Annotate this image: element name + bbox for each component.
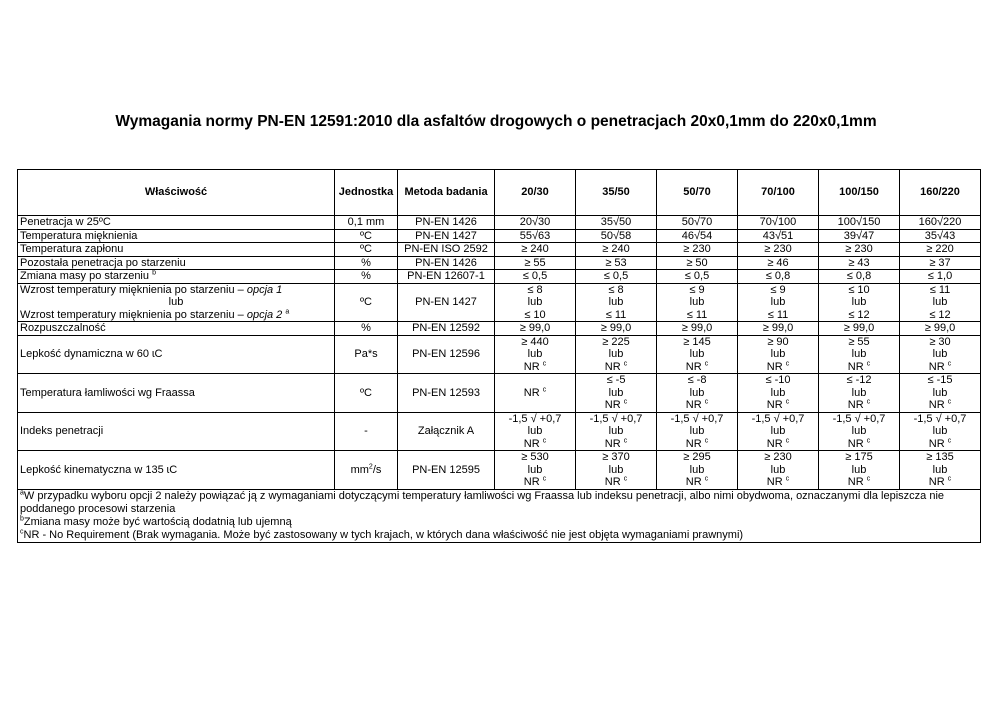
value-cell <box>900 335 981 374</box>
table-body <box>18 216 981 543</box>
value-cell: ≥ 99,0 <box>657 322 738 336</box>
unit-cell: ºC <box>335 374 398 413</box>
value-line: NR $^c$ <box>685 398 709 411</box>
value-cell: ≥ 99,0 <box>819 322 900 336</box>
value-line: lub <box>527 463 543 476</box>
value-cell <box>657 412 738 451</box>
value-line: ≤ -5 <box>606 374 626 386</box>
column-header: 70/100 <box>738 170 819 216</box>
value-cell: ≥ 50 <box>657 256 738 270</box>
unit-cell: $mm^2/s$ <box>335 451 398 490</box>
footnote-marker: c <box>542 385 547 393</box>
value-line: NR $^c$ <box>847 398 871 411</box>
unit-superscript: 2 <box>368 462 373 470</box>
table-row <box>18 270 981 284</box>
property-cell <box>18 283 335 322</box>
value-line: -1,5 √ +0,7 <box>670 412 724 425</box>
footnote-marker: c <box>542 436 547 444</box>
value-cell: 160√220 <box>900 216 981 230</box>
value-cell: 50√70 <box>657 216 738 230</box>
value-line: ≤ 9 <box>770 283 786 296</box>
value-line: ≤ 10 <box>524 308 546 321</box>
property-line: Wzrost temperatury mięknienia po starzeniu – opcja 2 $^a$ <box>20 307 290 321</box>
value-cell: ≥ 99,0 <box>738 322 819 336</box>
value-cell <box>576 412 657 451</box>
footnote-marker: c <box>947 436 952 444</box>
value-line: ≥ 225 <box>602 335 630 348</box>
value-cell <box>495 335 576 374</box>
column-header: Właściwość <box>18 170 335 216</box>
value-cell: ≥ 99,0 <box>576 322 657 336</box>
method-cell: PN-EN 12596 <box>398 335 495 374</box>
footnote-marker: c <box>623 359 628 367</box>
value-line: NR $^c$ <box>523 475 547 488</box>
value-cell: 39√47 <box>819 229 900 243</box>
value-cell <box>495 451 576 490</box>
value-line: -1,5 √ +0,7 <box>589 412 643 425</box>
value-cell: ≥ 99,0 <box>900 322 981 336</box>
value-line: lub <box>851 296 867 308</box>
footnotes-cell <box>18 489 981 542</box>
footnote-marker: c <box>704 398 709 406</box>
table-row <box>18 243 981 257</box>
column-header: 35/50 <box>576 170 657 216</box>
value-line: ≥ 90 <box>767 335 789 348</box>
value-line: ≤ 11 <box>929 283 951 296</box>
value-cell <box>495 412 576 451</box>
footnote <box>20 516 978 529</box>
value-line: NR $^c$ <box>766 475 790 488</box>
value-cell: 35√50 <box>576 216 657 230</box>
footnote-marker: c <box>866 436 871 444</box>
footnote-marker: c <box>704 359 709 367</box>
value-line: ≤ -15 <box>927 374 953 386</box>
value-line: lub <box>527 348 543 360</box>
footnote-marker: c <box>866 359 871 367</box>
value-cell: 20√30 <box>495 216 576 230</box>
value-line: NR $^c$ <box>766 436 790 450</box>
value-line: lub <box>932 463 948 476</box>
property-cell: Temperatura łamliwości wg Fraassa <box>18 374 335 413</box>
column-header: 50/70 <box>657 170 738 216</box>
requirements-table <box>17 169 981 543</box>
value-line: lub <box>608 386 624 399</box>
property-line: Wzrost temperatury mięknienia po starzeniu – opcja 1 <box>20 283 283 296</box>
table-header-row <box>18 170 981 216</box>
method-cell: PN-EN 1426 <box>398 216 495 230</box>
value-cell <box>495 283 576 322</box>
footnote-marker: c <box>947 359 952 367</box>
value-line: ≤ 12 <box>848 308 870 321</box>
value-cell: ≥ 230 <box>819 243 900 257</box>
value-cell: 43√51 <box>738 229 819 243</box>
footnote-marker: c <box>623 398 628 406</box>
property-cell: Temperatura zapłonu <box>18 243 335 257</box>
value-cell: ≤ 0,5 <box>657 270 738 284</box>
footnote-marker: c <box>704 475 709 483</box>
value-line: -1,5 √ +0,7 <box>508 412 562 425</box>
value-line: lub <box>689 348 705 360</box>
value-line: ≤ 11 <box>605 308 627 321</box>
value-cell <box>657 374 738 413</box>
document-title: Wymagania normy PN-EN 12591:2010 dla asfaltów drogowych o penetracjach 20x0,1mm do 220x0,1mm <box>115 113 877 130</box>
footnote-marker: c <box>785 436 790 444</box>
column-header: 160/220 <box>900 170 981 216</box>
value-cell <box>576 374 657 413</box>
value-cell <box>657 451 738 490</box>
value-line: lub <box>851 348 867 360</box>
property-cell: Rozpuszczalność <box>18 322 335 336</box>
footnote <box>20 490 978 516</box>
column-header: Metoda badania <box>398 170 495 216</box>
unit-cell: 0,1 mm <box>335 216 398 230</box>
value-line: ≤ 11 <box>686 308 708 321</box>
value-line: ≤ 11 <box>767 308 789 321</box>
method-cell: PN-EN 12607-1 <box>398 270 495 284</box>
unit-cell: Pa*s <box>335 335 398 374</box>
value-line: ≥ 230 <box>764 451 792 463</box>
property-cell: Indeks penetracji <box>18 412 335 451</box>
value-cell: ≥ 55 <box>495 256 576 270</box>
value-cell: ≤ 0,5 <box>495 270 576 284</box>
value-cell <box>738 335 819 374</box>
value-cell: ≤ 0,5 <box>576 270 657 284</box>
value-line: lub <box>689 386 705 399</box>
value-line: lub <box>689 463 705 476</box>
property-cell: Penetracja w 25ºC <box>18 216 335 230</box>
value-line: ≤ 8 <box>527 283 543 296</box>
unit-cell: % <box>335 322 398 336</box>
value-line: NR $^c$ <box>928 359 952 373</box>
property-cell: Lepkość kinematyczna w 135 ɩC <box>18 451 335 490</box>
value-cell: ≤ 1,0 <box>900 270 981 284</box>
footnote-marker: a <box>285 307 290 315</box>
method-cell: PN-EN 12595 <box>398 451 495 490</box>
unit-cell: ºC <box>335 283 398 322</box>
value-line: ≤ 10 <box>848 283 870 296</box>
property-option: opcja 1 <box>246 283 283 296</box>
value-cell: ≥ 240 <box>495 243 576 257</box>
value-line: ≥ 530 <box>521 451 549 463</box>
value-cell: 46√54 <box>657 229 738 243</box>
value-line: NR $^c$ <box>604 436 628 450</box>
value-line: ≥ 135 <box>926 451 954 463</box>
footnote-marker: c <box>947 475 952 483</box>
method-cell: PN-EN 1427 <box>398 229 495 243</box>
value-line: lub <box>770 386 786 399</box>
value-cell <box>819 412 900 451</box>
value-cell <box>576 335 657 374</box>
value-cell: 70√100 <box>738 216 819 230</box>
table-row <box>18 283 981 322</box>
value-cell: ≥ 53 <box>576 256 657 270</box>
value-line: lub <box>770 425 786 437</box>
value-line: ≥ 55 <box>848 335 870 348</box>
value-line: NR $^c$ <box>847 475 871 488</box>
value-cell <box>819 335 900 374</box>
value-cell <box>576 283 657 322</box>
table-row <box>18 374 981 413</box>
value-cell: ≤ 0,8 <box>819 270 900 284</box>
footnote-marker: c <box>947 398 952 406</box>
footnote-marker: a <box>20 488 24 496</box>
footnote-text: NR - No Requirement (Brak wymagania. Może być zastosowany w tych krajach, w których dana właściwość nie jest objęta wymaganiami prawnymi) <box>23 528 744 541</box>
value-line: -1,5 √ +0,7 <box>832 412 886 425</box>
value-line: ≥ 145 <box>683 335 711 348</box>
footnote-marker: c <box>866 398 871 406</box>
footnote-marker: c <box>785 398 790 406</box>
table-row <box>18 229 981 243</box>
value-line: lub <box>851 463 867 476</box>
value-line: lub <box>608 348 624 360</box>
value-line: lub <box>851 425 867 437</box>
value-line: NR $^c$ <box>685 475 709 488</box>
value-cell: ≥ 99,0 <box>495 322 576 336</box>
value-line: NR $^c$ <box>928 436 952 450</box>
value-cell <box>900 283 981 322</box>
value-cell: ≥ 37 <box>900 256 981 270</box>
value-line: ≤ -12 <box>846 374 872 386</box>
value-line: NR $^c$ <box>847 436 871 450</box>
value-line: NR $^c$ <box>685 359 709 373</box>
value-line: ≤ -8 <box>687 374 707 386</box>
value-line: -1,5 √ +0,7 <box>913 412 967 425</box>
footnote-marker: c <box>785 359 790 367</box>
value-line: NR $^c$ <box>928 475 952 488</box>
footnote-marker: b <box>20 514 24 522</box>
table-row <box>18 256 981 270</box>
column-header: 100/150 <box>819 170 900 216</box>
footnote <box>20 529 978 542</box>
value-cell: 50√58 <box>576 229 657 243</box>
value-cell: ≥ 43 <box>819 256 900 270</box>
value-line: NR $^c$ <box>685 436 709 450</box>
value-line: ≥ 370 <box>602 451 630 463</box>
footnote-marker: c <box>866 475 871 483</box>
value-cell <box>819 451 900 490</box>
column-header: 20/30 <box>495 170 576 216</box>
value-cell <box>900 451 981 490</box>
value-cell <box>819 374 900 413</box>
property-cell: Zmiana masy po starzeniu $^b$ <box>18 270 335 284</box>
value-cell: ≥ 240 <box>576 243 657 257</box>
value-cell: ≥ 230 <box>738 243 819 257</box>
value-line: ≤ 8 <box>608 283 624 296</box>
value-line: ≤ 12 <box>929 308 951 321</box>
method-cell: Załącznik A <box>398 412 495 451</box>
value-line: lub <box>851 386 867 399</box>
method-cell: PN-EN 12592 <box>398 322 495 336</box>
value-line: NR $^c$ <box>928 398 952 411</box>
value-cell <box>738 374 819 413</box>
value-cell: ≥ 46 <box>738 256 819 270</box>
property-line: lub <box>168 296 184 308</box>
value-cell <box>738 412 819 451</box>
value-cell: ≥ 230 <box>657 243 738 257</box>
value-line: NR $^c$ <box>847 359 871 373</box>
unit-cell: % <box>335 256 398 270</box>
value-line: ≤ -10 <box>765 374 791 386</box>
value-line: lub <box>527 296 543 308</box>
table-row <box>18 322 981 336</box>
value-cell <box>657 335 738 374</box>
value-cell <box>738 283 819 322</box>
value-line: lub <box>932 386 948 399</box>
value-line: NR $^c$ <box>766 359 790 373</box>
value-cell <box>576 451 657 490</box>
value-cell <box>900 374 981 413</box>
method-cell: PN-EN ISO 2592 <box>398 243 495 257</box>
value-line: lub <box>527 425 543 437</box>
value-line: NR $^c$ <box>604 398 628 411</box>
value-cell <box>819 283 900 322</box>
value-line: NR $^c$ <box>604 475 628 488</box>
footnote-marker: b <box>152 269 156 277</box>
value-line: ≥ 440 <box>521 335 549 348</box>
value-line: lub <box>932 348 948 360</box>
value-line: lub <box>770 463 786 476</box>
property-option: opcja 2 <box>246 308 283 321</box>
value-cell: 100√150 <box>819 216 900 230</box>
method-cell: PN-EN 12593 <box>398 374 495 413</box>
value-cell: 55√63 <box>495 229 576 243</box>
footnote-marker: c <box>542 475 547 483</box>
table-row <box>18 451 981 490</box>
value-line: lub <box>608 425 624 437</box>
unit-cell: ºC <box>335 243 398 257</box>
value-line: lub <box>689 425 705 437</box>
unit-cell: - <box>335 412 398 451</box>
unit-cell: % <box>335 270 398 284</box>
value-line: NR $^c$ <box>523 359 547 373</box>
value-line: ≤ 9 <box>689 283 705 296</box>
value-line: lub <box>608 463 624 476</box>
value-cell <box>657 283 738 322</box>
footnote-marker: c <box>542 359 547 367</box>
method-cell: PN-EN 1427 <box>398 283 495 322</box>
value-line: lub <box>770 296 786 308</box>
footnote-marker: c <box>785 475 790 483</box>
footnote-marker: c <box>623 475 628 483</box>
table-row <box>18 335 981 374</box>
value-line: lub <box>932 425 948 437</box>
value-line: lub <box>932 296 948 308</box>
value-line: NR $^c$ <box>523 436 547 450</box>
footnote-text: W przypadku wyboru opcji 2 należy powiązać ją z wymaganiami dotyczącymi temperatury łamliwości wg Fraassa lub indeksu penetracji, albo nimi obydwoma, oznaczanymi dla lepiszcza nie poddanego procesowi starzenia <box>20 489 945 515</box>
unit-cell: ºC <box>335 229 398 243</box>
value-line: NR $^c$ <box>766 398 790 411</box>
method-cell: PN-EN 1426 <box>398 256 495 270</box>
property-cell: Temperatura mięknienia <box>18 229 335 243</box>
value-cell: ≥ 220 <box>900 243 981 257</box>
value-line: lub <box>770 348 786 360</box>
value-line: -1,5 √ +0,7 <box>751 412 805 425</box>
value-line: ≥ 295 <box>683 451 711 463</box>
column-header: Jednostka <box>335 170 398 216</box>
footnote-marker: c <box>623 436 628 444</box>
value-cell: ≤ 0,8 <box>738 270 819 284</box>
value-line: ≥ 175 <box>845 451 873 463</box>
value-line: ≥ 30 <box>929 335 951 348</box>
footnote-marker: c <box>20 527 24 535</box>
property-cell: Lepkość dynamiczna w 60 ɩC <box>18 335 335 374</box>
table-row <box>18 216 981 230</box>
footnote-text: Zmiana masy może być wartością dodatnią lub ujemną <box>23 515 292 528</box>
table-row <box>18 412 981 451</box>
value-cell: NR $^c$ <box>495 374 576 413</box>
value-cell: 35√43 <box>900 229 981 243</box>
value-cell <box>738 451 819 490</box>
value-line: NR $^c$ <box>604 359 628 373</box>
footnote-marker: c <box>704 436 709 444</box>
value-cell <box>900 412 981 451</box>
value-line: lub <box>689 296 705 308</box>
property-cell: Pozostała penetracja po starzeniu <box>18 256 335 270</box>
notes-row <box>18 489 981 542</box>
value-line: lub <box>608 296 624 308</box>
